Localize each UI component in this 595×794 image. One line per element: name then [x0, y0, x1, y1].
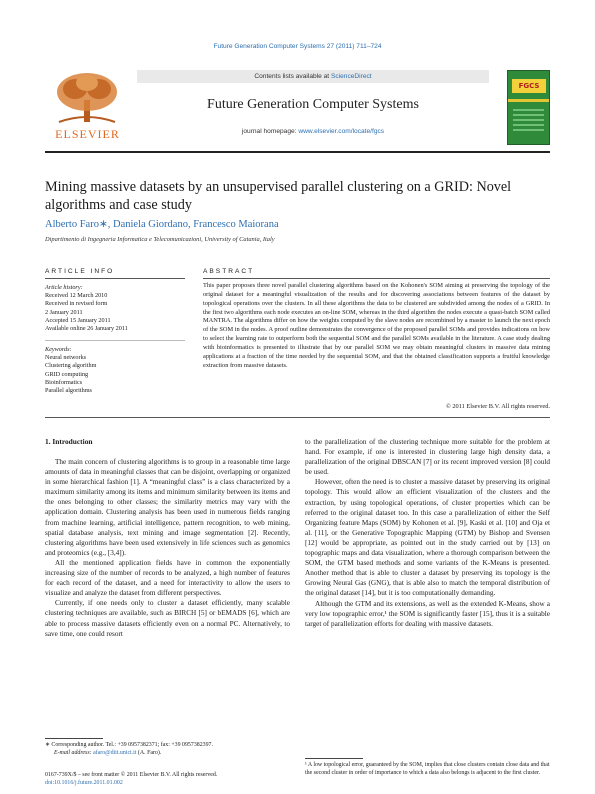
author-others[interactable]: , Daniela Giordano, Francesco Maiorana: [107, 219, 279, 230]
abstract-bottom-rule: [45, 417, 550, 418]
keyword-item: Clustering algorithm: [45, 362, 97, 370]
keywords: [45, 346, 185, 395]
journal-info: [137, 70, 489, 145]
paragraph: Currently, if one needs only to cluster a dataset efficiently, many scalable clustering techniques are available, such as BIRCH [5] or bEMADS [6], which are able to process massive datasets efficiently even on a normal PC. Alternatively, to save time, one could resort: [45, 599, 290, 638]
journal-header-banner: [45, 70, 550, 145]
history-item: 2 January 2011: [45, 308, 83, 316]
elsevier-tree-icon: [53, 72, 121, 124]
journal-title: Future Generation Computer Systems: [207, 97, 419, 112]
contents-prefix: Contents lists available at: [254, 73, 331, 80]
homepage-link[interactable]: www.elsevier.com/locate/fgcs: [298, 128, 385, 135]
keyword-item: GRID computing: [45, 370, 89, 378]
author-primary[interactable]: Alberto Faro: [45, 219, 99, 230]
footnote-contact: ∗ Corresponding author. Tel.: +39 0957382371; fax: +39 0957382397.: [45, 742, 213, 748]
keyword-item: Neural networks: [45, 354, 87, 362]
keyword-item: Bioinformatics: [45, 378, 83, 386]
body-right-column: [305, 437, 550, 629]
copyright-notice: © 2011 Elsevier B.V. All rights reserved.: [445, 403, 550, 410]
footnote-rule-left: [45, 738, 103, 739]
paragraph: Although the GTM and its extensions, as well as the extended K-Means, show a very low topographic error,¹ the SOM is significantly faster [15], thus it is a suitable target of parallelization efforts for dealing with massive datasets.: [305, 599, 550, 628]
email-tail: (A. Faro).: [136, 750, 162, 756]
paragraph: to the parallelization of the clustering technique more suitable for the problem at hand. For example, if one is interested in clustering large high density data, a parallelization of the original DBSCAN [7] or its recent improved version [8] could be used.: [305, 438, 550, 477]
article-info-separator: [45, 340, 185, 341]
footnote-email: [45, 749, 290, 757]
history-item: Available online 26 January 2011: [45, 325, 128, 333]
article-info-rule: [45, 278, 185, 279]
section-heading-introduction: 1. Introduction: [45, 437, 93, 446]
doi-link[interactable]: doi:10.1016/j.future.2011.01.002: [45, 780, 123, 786]
corresponding-author-mark[interactable]: ∗: [98, 219, 108, 230]
abstract-rule: [203, 278, 550, 279]
article-history: [45, 284, 185, 333]
body-left-column: [45, 457, 290, 639]
history-label: Article history:: [45, 284, 83, 291]
history-item: Received in revised form: [45, 300, 108, 308]
cover-decoration: [513, 109, 544, 139]
keywords-label: Keywords:: [45, 346, 72, 353]
issn-line: 0167-739X/$ – see front matter © 2011 Elsevier B.V. All rights reserved.: [45, 772, 218, 778]
keyword-item: Parallel algorithms: [45, 387, 92, 395]
cover-stripe: [508, 99, 549, 102]
cover-logo: FGCS: [512, 79, 546, 93]
journal-homepage: [137, 128, 489, 135]
publisher-name: ELSEVIER: [55, 127, 120, 141]
paragraph: All the mentioned application fields have in common the exponentially increasing size of the number of records to be analyzed, a high number of features for each record of the dataset, and a need for interactivity to allow the users to visualize and analyze the dataset from different perspectives.: [45, 558, 290, 598]
homepage-prefix: journal homepage:: [241, 128, 299, 135]
journal-reference[interactable]: Future Generation Computer Systems 27 (2011) 711–724: [213, 43, 382, 50]
article-info-heading: ARTICLE INFO: [45, 268, 115, 275]
history-item: Received 12 March 2010: [45, 292, 108, 300]
sciencedirect-link[interactable]: ScienceDirect: [330, 73, 372, 80]
article-title: Mining massive datasets by an unsupervised parallel clustering on a GRID: Novel algorithms and case study: [45, 179, 512, 213]
header-divider: [45, 151, 550, 153]
email-label: E-mail address:: [54, 750, 94, 756]
affiliation: Dipartimento di Ingegneria Informatica e Telecomunicazioni, University of Catania, Italy: [45, 236, 275, 243]
paragraph: The main concern of clustering algorithms is to group in a reasonable time large amounts of data in meaningful classes that can be disjoint, overlapping or organized in some hierarchical fashion [1]. A “meaningful class” is a class characterized by a maximum similarity among its items and minimum similarity between its items and the ones belonging to other classes; the similarity metrics may vary with the application domain. Clustering analysis has been used in numerous fields ranging from machine learning, artificial intelligence, pattern recognition, to web mining, spatial database analysis, text mining and image segmentation [2]. Recently, clustering algorithms have been used extensively in life sciences such as genomics and proteomics (e.g., [3,4]).: [45, 458, 290, 557]
publisher-logo[interactable]: [45, 70, 130, 145]
footnote-corresponding: [45, 741, 290, 757]
journal-cover-image[interactable]: [507, 70, 550, 145]
author-list: [45, 218, 550, 230]
history-item: Accepted 15 January 2011: [45, 316, 111, 324]
contents-bar: [137, 70, 489, 83]
footnote-rule-right: [305, 758, 363, 759]
abstract-text: This paper proposes three novel parallel clustering algorithms based on the Kohonen's SOM aiming at preserving the topology of the original dataset for a meaningful visualization of the results and for discovering associations between features of the dataset by topological operations over the clusters. In all these algorithms the data to be clustered are subdivided among the nodes of a GRID. In the first two algorithms each node executes an on-line SOM, whereas in the third algorithm the nodes execute a quasi-batch SOM called MANTRA. The algorithms differ on how the weights computed by the slave nodes are recombined by a master to launch the next epoch of the SOM in the nodes. A proof outline demonstrates the convergence of the proposed parallel SOMs and provides indications on how to select the learning rate to outperform both the sequential SOM and the parallel SOMs available in the literature. A case study dealing with bioinformatics is presented to illustrate that by our parallel SOM we may obtain meaningful clusters in massive data mining applications at a fraction of the time needed by the sequential SOM, and that the obtained classification supports a fruitful knowledge extraction from massive datasets.: [203, 282, 550, 369]
email-link[interactable]: afaro@diit.unict.it: [93, 750, 137, 756]
paragraph: However, often the need is to cluster a massive dataset by preserving its original topology. This would allow an efficient visualization of the clusters and the extraction, by using topological operations, of cluster properties which can be referred to the original dataset too. In this case a parallelization of either the Self Organizing feature Maps (SOM) by Kohonen et al. [9], Kaski et al. [10] and Oja et al. [11], or the Generative Topographic Mapping (GTM) by Bishop and Svensen [12] would be appropriate, as pointed out in the study carried out by [13] on topographic maps and data visualization, where a thorough comparison between the SOM, the GTM based methods and some variants of the K-Means is presented. Another method that is able to cluster a dataset by preserving its topology is the Growing Neural Gas (GNG), that is able also to match the temporal distribution of the original dataset [14], but it is too computationally demanding.: [305, 478, 550, 598]
abstract-heading: ABSTRACT: [203, 268, 255, 275]
footnote-topological: ¹ A low topological error, guaranteed by the SOM, implies that close clusters contain close data and that the second cluster in order of importance to which a data also belongs is adjacent to the first cluster.: [305, 762, 550, 776]
